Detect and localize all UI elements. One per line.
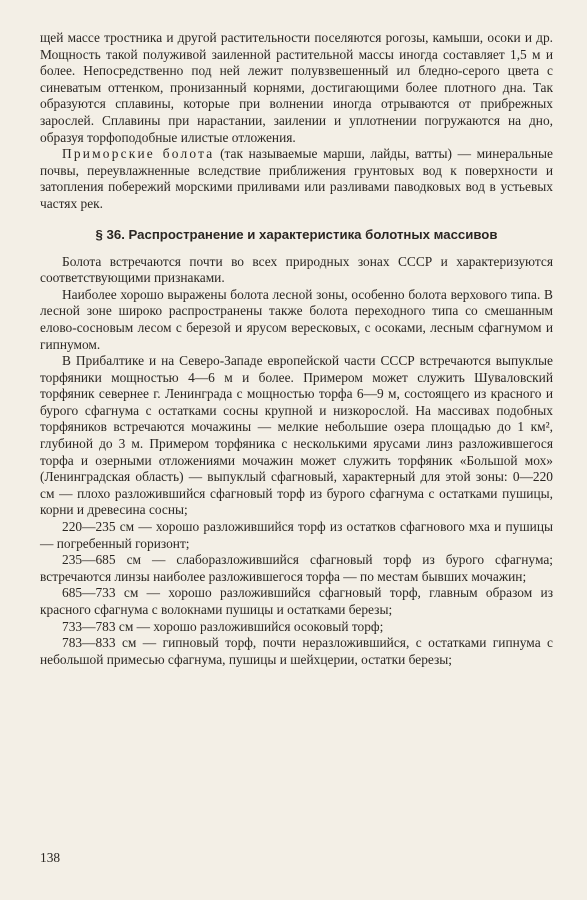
- coastal-bogs-description: (так называемые марши, лайды, ватты) — минеральные почвы, переувлажненные вследствие приближения грунтовых вод к поверхности и затопления побережий морскими приливами или разливами паводковых вод в устьевых частях рек.: [40, 146, 553, 211]
- text-before-section: [40, 30, 553, 213]
- section-body: [40, 254, 553, 669]
- paragraph-continued: щей массе тростника и другой растительности поселяются рогозы, камыши, осоки и др. Мощность такой полуживой заиленной растительной массы иногда составляет 1,5 м и более. Непосредственно под ней лежит полувзвешенный ил бледно-серого цвета с синеватым оттенком, пронизанный корнями, достигающими более плотного дна. Так образуются сплавины, которые при волнении иногда отрываются от прибрежных зарослей. Сплавины при нарастании, заилении и уплотнении погружаются на дно, образуя торфоподобные илистые отложения.: [40, 30, 553, 145]
- peat-layer-item: 733—783 см — хорошо разложившийся осоковый торф;: [62, 618, 384, 634]
- paragraph: Наиболее хорошо выражены болота лесной зоны, особенно болота верхового типа. В лесной зоне широко распространены также болота переходного типа со смешанным елово-сосновым лесом с березой и ярусом вересковых, с осоками, лесным сфагнумом и гипнумом.: [40, 286, 553, 352]
- peat-layer-item: 685—733 см — хорошо разложившийся сфагновый торф, главным образом из красного сфагнума с волокнами пушицы и остатками березы;: [40, 585, 553, 617]
- page-number: 138: [40, 850, 61, 865]
- paragraph-coastal-bogs: [40, 146, 553, 212]
- peat-layer-item: 783—833 см — гипновый торф, почти неразложившийся, с остатками гипнума с небольшой примесью сфагнума, пушицы и шейхцерии, остатки березы;: [40, 635, 553, 667]
- term-coastal-bogs: Приморские болота: [62, 146, 215, 162]
- paragraph: Болота встречаются почти во всех природных зонах СССР и характеризуются соответствующими признаками.: [40, 253, 553, 286]
- section-heading: § 36. Распространение и характеристика болотных массивов: [95, 226, 498, 242]
- peat-layer-item: 220—235 см — хорошо разложившийся торф из остатков сфагнового мха и пушицы — погребенный горизонт;: [40, 519, 553, 551]
- paragraph: В Прибалтике и на Северо-Западе европейской части СССР встречаются выпуклые торфяники мощностью 4—6 м и более. Примером может служить Шуваловский торфяник севернее г. Ленинграда с мощностью торфа 6—9 м, состоящего из красного и бурого сфагнума с остатками сосны крупной и низкорослой. На массивах подобных торфяников встречаются мочажины — мелкие небольшие озера площадью до 1 км², глубиной до 3 м. Примером торфяника с несколькими ярусами линз разложившегося торфа и озерными отложениями мочажин может служить торфяник «Большой мох» (Ленинградская область) — выпуклый сфагновый, характерный для этой зоны: 0—220 см — плохо разложившийся сфагновый торф из бурого сфагнума с остатками пушицы, корни и древесина сосны;: [40, 353, 553, 518]
- peat-layer-item: 235—685 см — слаборазложившийся сфагновый торф из бурого сфагнума; встречаются линзы наиболее разложившегося торфа — по местам бывших мочажин;: [40, 552, 553, 584]
